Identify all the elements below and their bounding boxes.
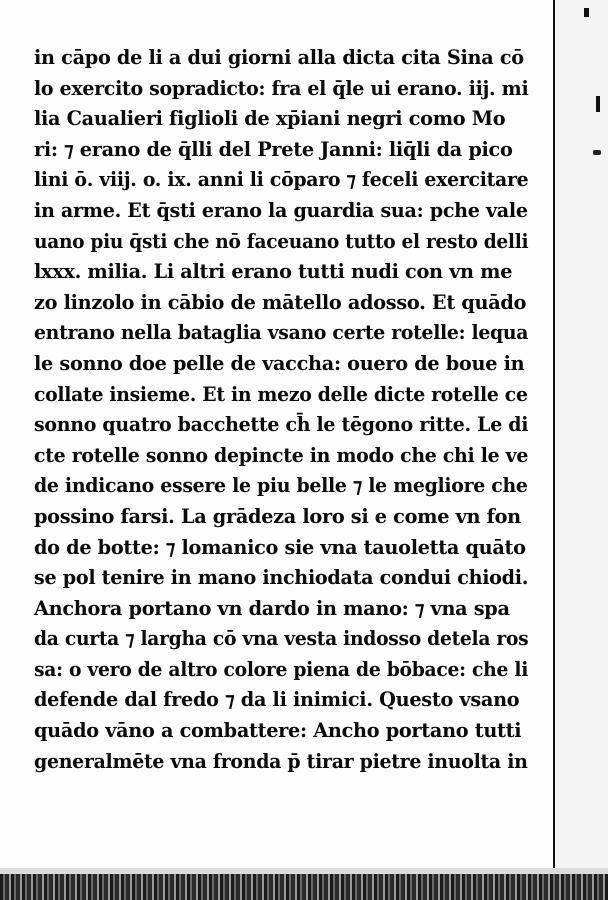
edge-ink-mark [596, 96, 600, 112]
text-line: do de botte: ⁊ lomanico sie vna tauoletta quāto [34, 535, 526, 559]
text-line: possino farsi. La grādeza loro si e come vn fon [34, 504, 521, 528]
text-line: lia Caualieri figlioli de xp̄iani negri como Mo [34, 107, 506, 131]
text-line: Anchora portano vn dardo in mano: ⁊ vna spa [34, 596, 510, 620]
text-line: generalmēte vna fronda p̄ tirar pietre inuolta in [34, 749, 528, 773]
text-line: cte rotelle sonno depincte in modo che chi le ve [34, 443, 529, 467]
text-line: ri: ⁊ erano de q̄lli del Prete Janni: liq̄li da pico [34, 137, 513, 161]
text-line: in cāpo de li a dui giorni alla dicta cita Sina cō [34, 46, 524, 69]
scan-bottom-edge [0, 868, 608, 900]
text-line: zo linzolo in cābio de mātello adosso. Et quādo [34, 290, 527, 314]
text-line: sonno quatro bacchette ch̄ le tēgono ritte. Le di [34, 413, 529, 437]
text-block [34, 43, 534, 777]
text-line: lxxx. milia. Li altri erano tutti nudi con vn me [34, 260, 513, 284]
text-line: quādo vāno a combattere: Ancho portano tutti [34, 719, 522, 743]
text-line: lini ō. viij. o. ix. anni li cōparo ⁊ feceli exercitare [34, 168, 529, 192]
text-line: sa: o vero de altro colore piena de bōbace: che li [34, 657, 529, 681]
text-line: le sonno doe pelle de vaccha: ouero de boue in [34, 351, 525, 375]
edge-ink-mark [584, 8, 589, 17]
text-line: in arme. Et q̄sti erano la guardia sua: pche vale [34, 198, 528, 222]
edge-ink-mark [593, 150, 601, 155]
text-line: lo exercito sopradicto: fra el q̄le ui erano. iij. mi [34, 76, 529, 100]
text-line: collate insieme. Et in mezo delle dicte rotelle ce [34, 382, 528, 406]
adjacent-page-edge [553, 0, 608, 868]
text-line: defende dal fredo ⁊ da li inimici. Questo vsano [34, 688, 520, 712]
text-line: se pol tenire in mano inchiodata condui chiodi. [34, 566, 529, 590]
text-line: entrano nella bataglia vsano certe rotelle: lequa [34, 321, 529, 345]
text-line: uano piu q̄sti che nō faceuano tutto el resto delli [34, 229, 529, 253]
text-line: da curta ⁊ largha cō vna vesta indosso detela ros [34, 627, 529, 651]
text-line: de indicano essere le piu belle ⁊ le megliore che [34, 474, 528, 498]
